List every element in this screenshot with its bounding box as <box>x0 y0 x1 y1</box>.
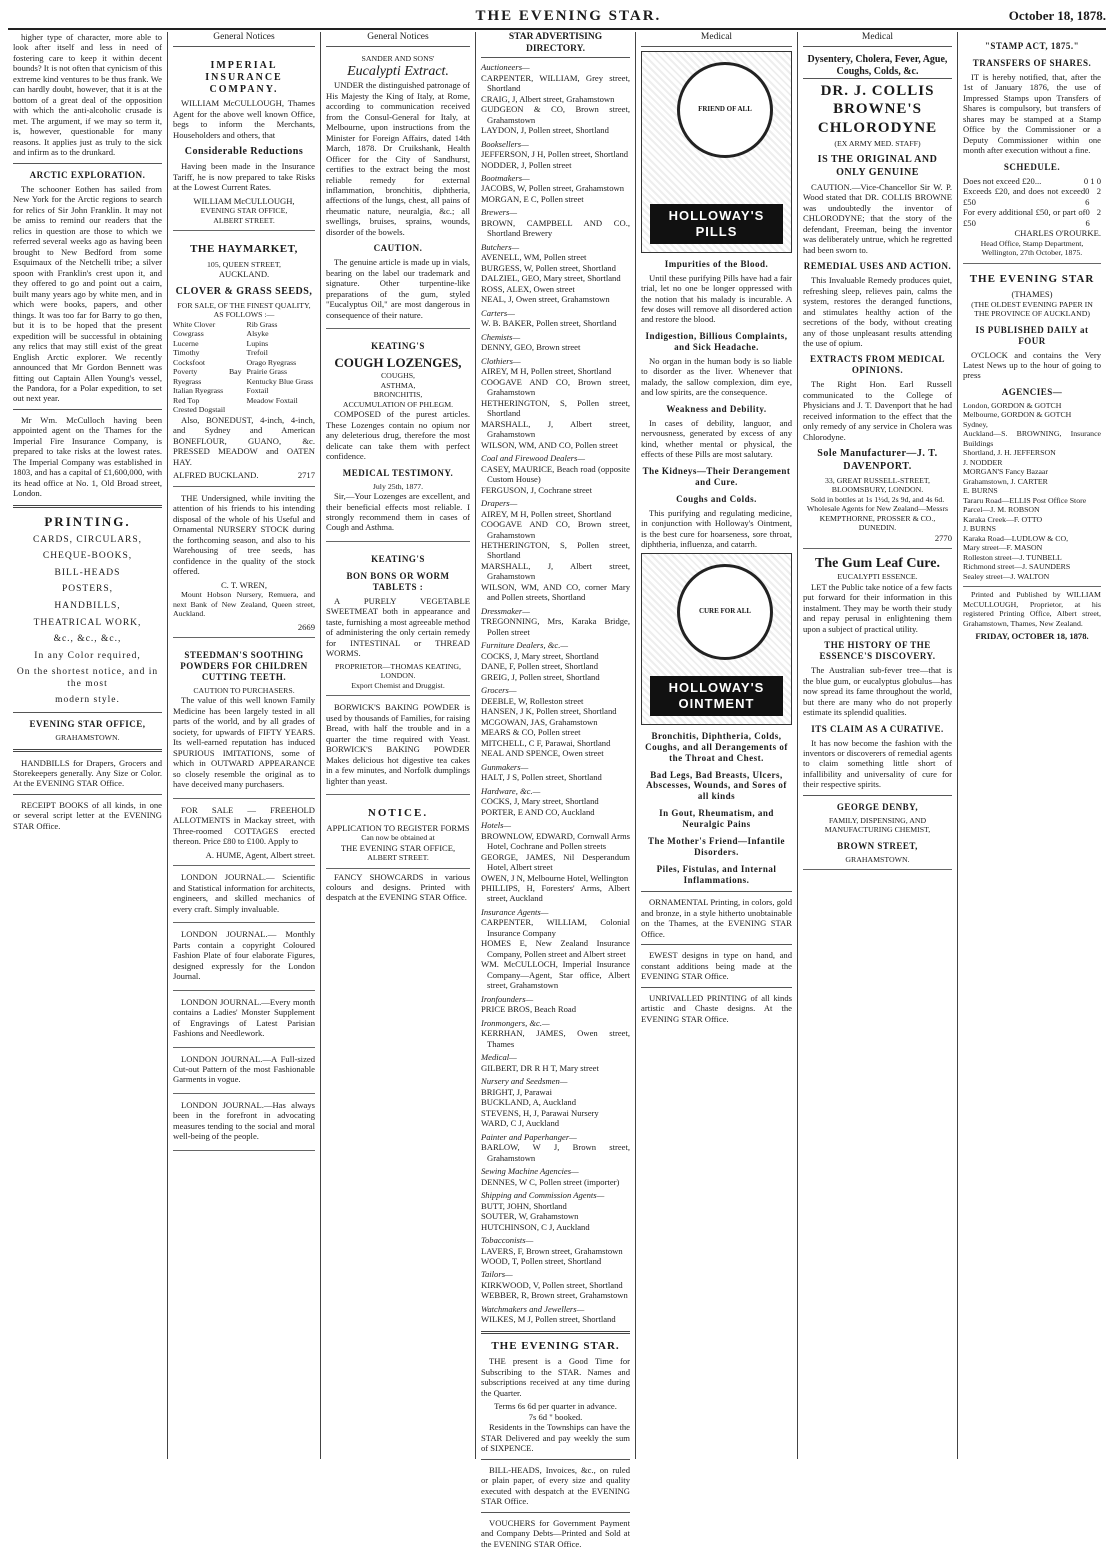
section-heading: STAR ADVERTISING DIRECTORY. <box>481 32 630 58</box>
directory-entry: BARLOW, W J, Brown street, Grahamstown <box>481 1142 630 1163</box>
directory-entry: WM. McCULLOCH, Imperial Insurance Company—Agent, Star office, Albert street, Grahamstown <box>481 959 630 991</box>
directory-entry: MORGAN, E C, Pollen street <box>481 193 584 204</box>
agency-item: Auckland—S. BROWNING, Insurance Buildings <box>963 429 1101 448</box>
directory-entry: CARPENTER, WILLIAM, Grey street, Shortland <box>481 72 630 94</box>
directory-category: Butchers— <box>481 241 520 252</box>
printing-services: CARDS, CIRCULARS, CHEQUE-BOOKS, BILL-HEADS POSTERS, HANDBILLS, THEATRICAL WORK, &c., &c., &c., In any Color required, On the shortest notice, and in the most modern style. <box>16 534 159 706</box>
directory-entry: COCKS, J, Mary street, Shortland <box>481 796 599 807</box>
chlorodyne-ad: Dysentery, Cholera, Fever, Ague, Coughs, Colds, &c. DR. J. COLLIS BROWNE'S CHLORODYNE (EX ARMY MED. STAFF) IS THE ORIGINAL AND ONLY GENUINE CAUTION.—Vice-Chancellor Sir W. P. Wood stated that DR. COLLIS BROWNE was undoubtedly the inventor of CHLORODYNE; that the story of the defendant, Freeman, being the inventor was deliberately untrue, which he regretted had been sworn to. REMEDIAL USES AND ACTION. This Invaluable Remedy produces quiet, refreshing sleep, relieves pain, calms the system, restores the deranged functions, and stimulates healthy action of the secretions of the body, without creating any of those unpleasant results attending the use of opium. EXTRACTS FROM MEDICAL OPINIONS. The Right Hon. Earl Russell communicated to the College of Physicians and J. T. Davenport that he had received information to the effect that the only remedy of any service in Cholera was Chlorodyne. Sole Manufacturer—J. T. DAVENPORT. 33, GREAT RUSSELL-STREET, BLOOMSBURY, LONDON. Sold in bottles at 1s 1½d, 2s 9d, and 4s 6d. Wholesale Agents for New Zealand—Messrs KEMPTHORNE, PROSSER & CO., DUNEDIN. 2770 <box>803 51 952 550</box>
advertising-directory <box>481 62 630 1325</box>
directory-category: Brewers— <box>481 207 517 218</box>
column-2 <box>168 32 321 1459</box>
arctic-heading: ARCTIC EXPLORATION. <box>29 169 146 180</box>
directory-entry: GREIG, J, Pollen street, Shortland <box>481 671 600 682</box>
directory-entry: MITCHELL, C F, Parawai, Shortland <box>481 737 611 748</box>
printing-heading: PRINTING. <box>44 513 131 529</box>
directory-category: Hardware, &c.— <box>481 785 541 796</box>
directory-entry: LAVERS, F, Brown street, Grahamstown <box>481 1245 623 1256</box>
showcards-ad: FANCY SHOWCARDS in various colours and designs. Printed with despatch at the EVENING STAR Office. <box>326 871 470 903</box>
page-columns <box>8 32 1106 1549</box>
borwick-ad: BORWICK'S BAKING POWDER is used by thousands of Families, for raising Bread, with half the trouble and in a quarter the time required with Yeast. BORWICK'S BAKING POWDER Makes delicious hot digestive tea cakes in a few minutes, and Norfolk dumplings lighter than yeast. <box>326 699 470 795</box>
section-heading: Medical <box>641 32 792 47</box>
directory-category: Insurance Agents— <box>481 906 549 917</box>
agency-item: Grahamstown, J. CARTER <box>963 476 1048 486</box>
directory-entry: TREGONNING, Mrs, Karaka Bridge, Pollen street <box>481 616 630 637</box>
agency-item: Mary street—F. MASON <box>963 543 1043 553</box>
directory-entry: BUCKLAND, A, Auckland <box>481 1097 577 1108</box>
directory-category: Coal and Firewood Dealers— <box>481 453 585 464</box>
directory-entry: BROWNLOW, EDWARD, Cornwall Arms Hotel, Cochrane and Pollen streets <box>481 830 630 852</box>
agency-item: J. NODDER <box>963 457 1003 467</box>
directory-category: Watchmakers and Jewellers— <box>481 1303 585 1314</box>
star-subscription-heading: THE EVENING STAR. <box>491 1339 620 1352</box>
directory-category: Ironmongers, &c.— <box>481 1017 550 1028</box>
directory-entry: LAYDON, J, Pollen street, Shortland <box>481 125 609 136</box>
directory-entry: GEORGE, JAMES, Nil Desperandum Hotel, Albert street <box>481 851 630 873</box>
insurance-note: Mr Wm. McCulloch having been appointed agent on the Thames for the Imperial Fire Insurance Company, is prepared to take risks at the lowest rates. The Imperial Company was established in 1803, and has a capital of £1,600,000, with its head office at No. 1, Old Broad street, London. <box>13 414 162 499</box>
section-heading: General Notices <box>173 32 315 47</box>
directory-entry: PHILLIPS, H, Foresters' Arms, Albert street, Auckland <box>481 883 630 904</box>
office-town: GRAHAMSTOWN. <box>55 733 120 743</box>
directory-category: Chemists— <box>481 331 521 342</box>
handbills-ad: HANDBILLS for Drapers, Grocers and Storekeepers generally. Any Size or Color. At the EVENING STAR Office. <box>13 757 162 789</box>
column-7 <box>958 32 1106 1459</box>
agency-item: Karaka Creek—F. OTTO <box>963 514 1043 524</box>
billheads-ad: BILL-HEADS, Invoices, &c., on ruled or plain paper, of every size and quality executed with despatch at the EVENING STAR Office. <box>481 1464 630 1507</box>
directory-entry: CRAIG, J, Albert street, Grahamstown <box>481 93 615 104</box>
directory-entry: PRICE BROS, Beach Road <box>481 1004 577 1015</box>
agency-item: Sydney, <box>963 419 988 429</box>
ornamental-printing-ad: ORNAMENTAL Printing, in colors, gold and bronze, in a style hitherto unobtainable on the Thames, at the EVENING STAR Office. <box>641 897 792 939</box>
directory-entry: NEAL, J, Owen street, Grahamstown <box>481 294 610 305</box>
directory-entry: MARSHALL, J, Albert street, Grahamstown <box>481 560 630 582</box>
directory-entry: WILKES, M J, Pollen street, Shortland <box>481 1314 616 1325</box>
receipt-books-ad: RECEIPT BOOKS of all kinds, in one or several script letter at the EVENING STAR Office. <box>13 799 162 831</box>
directory-category: Clothiers— <box>481 355 521 366</box>
keating-worm-ad: KEATING'S BON BONS OR WORM TABLETS : A PURELY VEGETABLE SWEETMEAT both in appearance and taste, furnishing a most agreeable method of administering the only certain remedy for INTESTINAL or THREAD WORMS. PROPRIETOR—THOMAS KEATING, LONDON. Export Chemist and Druggist. <box>326 545 470 696</box>
directory-entry: WOOD, T, Pollen street, Shortland <box>481 1255 602 1266</box>
directory-entry: W. B. BAKER, Pollen street, Shortland <box>481 318 617 329</box>
directory-entry: HETHERINGTON, S, Pollen street, Shortland <box>481 539 630 561</box>
office-name: EVENING STAR OFFICE, <box>29 719 146 730</box>
keating-cough-ad: KEATING'S COUGH LOZENGES, COUGHS, ASTHMA, BRONCHITIS, ACCUMULATION OF PHLEGM. COMPOSED of the purest articles. These Lozenges contain no opium nor any deleterious drug, therefore the most delicate can take them with perfect confidence. MEDICAL TESTIMONY. July 25th, 1877. Sir,—Your Lozenges are excellent, and their beneficial effects most reliable. I strongly recommend them in cases of Cough and Asthma. <box>326 332 470 542</box>
column-6 <box>798 32 958 1459</box>
unrivalled-printing-ad: UNRIVALLED PRINTING of all kinds artistic and Chaste designs. At the EVENING STAR Office. <box>641 992 792 1024</box>
newspaper-title: THE EVENING STAR. <box>475 7 662 24</box>
directory-category: Nursery and Seedsmen— <box>481 1076 568 1087</box>
directory-category: Grocers— <box>481 685 517 696</box>
imperial-insurance-ad: IMPERIAL INSURANCE COMPANY. WILLIAM McCULLOUGH, Thames Agent for the above well known Office, begs to inform the Merchants, Householders and others, that Considerable Reductions Having been made in the Insurance Tariff, he is now prepared to take Risks at the Lowest Current Rates. WILLIAM McCULLOUGH, EVENING STAR OFFICE, ALBERT STREET. <box>173 51 315 232</box>
agency-item: Karaka Road—LUDLOW & CO, <box>963 533 1069 543</box>
directory-entry: HANSEN, J K, Pollen street, Shortland <box>481 706 617 717</box>
agency-item: Rolleston street—J. TUNBELL <box>963 552 1062 562</box>
directory-entry: KIRKWOOD, V, Pollen street, Shortland <box>481 1279 623 1290</box>
column-3 <box>321 32 476 1459</box>
london-journal-ad-3: LONDON JOURNAL.—Every month contains a Ladies' Monster Supplement of Engravings of Latest Parisian Fashions and Needlework. <box>173 994 315 1048</box>
directory-entry: JACOBS, W, Pollen street, Grahamstown <box>481 183 624 194</box>
london-journal-ad-1: LONDON JOURNAL.— Scientific and Statistical information for architects, engineers, and skilled mechanics of every craft. Simply invaluable. <box>173 869 315 923</box>
directory-entry: ROSS, ALEX, Owen street <box>481 283 575 294</box>
london-journal-ad-5: LONDON JOURNAL.—Has always been in the forefront in advocating measures tending to the social and moral well-being of the people. <box>173 1097 315 1151</box>
directory-category: Gunmakers— <box>481 761 529 772</box>
directory-entry: HOMES E, New Zealand Insurance Company, Pollen street and Albert street <box>481 938 630 959</box>
directory-entry: OWEN, J N, Melbourne Hotel, Wellington <box>481 872 629 883</box>
directory-category: Tailors— <box>481 1269 513 1280</box>
land-sale-ad: FOR SALE — FREEHOLD ALLOTMENTS in Mackay street, with Three-roomed COTTAGES erected thereon. Price £80 to £100. Apply to A. HUME, Agent, Albert street. <box>173 802 315 866</box>
directory-entry: BRIGHT, J, Parawai <box>481 1086 552 1097</box>
agency-item: MORGAN'S Fancy Bazaar <box>963 467 1048 477</box>
directory-category: Ironfounders— <box>481 993 534 1004</box>
directory-entry: MEARS & CO, Pollen street <box>481 727 581 738</box>
directory-entry: AIREY, M H, Pollen street, Shortland <box>481 366 612 377</box>
directory-category: Bootmakers— <box>481 173 530 183</box>
masthead <box>8 4 1106 30</box>
directory-entry: BURGESS, W, Pollen street, Shortland <box>481 262 616 273</box>
directory-entry: WILSON, WM, AND CO, corner Mary and Pollen streets, Shortland <box>481 581 630 603</box>
seed-list: White Clover Cowgrass Lucerne Timothy Cocksfoot Poverty Bay Ryegrass Italian Ryegrass Red Top Crested Dogstail Rib Grass Alsyke Lupins Trefoil Orago Ryegrass Prairie Grass Kentucky Blue Grass Foxtail Meadow Foxtail <box>173 319 314 415</box>
arctic-text: The schooner Eothen has sailed from New York for the Arctic regions to search for relics of Sir John Franklin. It may not be amiss to remind our readers that the relics in question are those to which we referred several weeks ago as having been brought to New Bedford from some Esquimaux of the Netchelli tribe; a silver spoon with Franklin's crest upon it, and they offered to go and point out a cairn, built many years ago by white men, and in which were books, papers, and other things. It was too far for Barry to go then, but it is to be hoped that the present expedition will be successful in obtaining any relics that may still exist of the great English Arctic explorer. We recently announced that Mr Gordon Bennett was fitting out Captain Allen Young's vessel, the Pandora, for a Polar expedition, to set out next year. <box>13 183 162 404</box>
directory-entry: AIREY, M H, Pollen street, Shortland <box>481 508 612 519</box>
directory-entry: BROWN, CAMPBELL AND CO., Shortland Brewery <box>481 217 630 239</box>
directory-category: Hotels— <box>481 820 512 831</box>
directory-entry: GUDGEON & CO, Brown street, Grahamstown <box>481 104 630 125</box>
column-5: Medical FRIEND OF ALL HOLLOWAY'S PILLS Impurities of the Blood. Until these purifying Pills have had a fair trial, let no one be longer oppressed with the notion that his malady is incurable. A few doses will remove all disordered action and restore the blood. Indigestion, Billious Complaints, and Sick Headache. No organ in the human body is so liable to disorder as the liver. Whenever that malady, the sallow complexion, dim eye, and low spirits, are the consequence. Weakness and Debility. In cases of debility, languor, and nervousness, generated by excess of any kind, whether mental or physical, the effects of these Pills are most salutary. The Kidneys—Their Derangement and Cure. Coughs and Colds. This purifying and regulating medicine, in conjunction with Holloway's Ointment, is the best cure for hoarseness, sore throat, diphtheria, influenza, and catarrh. CURE FOR ALL HOLLOWAY'S OINTMENT Bronchitis, Diphtheria, Colds, Coughs, and all Derangements of the Throat and Chest. Bad Legs, Bad Breasts, Ulcers, Abscesses, Wounds, and Sores of all kinds In Gout, Rheumatism, and Neuralgic Pains The Mother's Friend—Infantile Disorders. Piles, Fistulas, and Internal Inflammations. ORNAMENTAL Printing, in colors, gold and bronze, in a style hitherto unobtainable on the Thames, at the EVENING STAR Office. EWEST designs in type on hand, and constant additions being made at the EVENING STAR Office. UNRIVALLED PRINTING of all kinds artistic and Chaste designs. At the EVENING STAR Office. <box>636 32 798 1459</box>
nursery-ad: THE Undersigned, while inviting the attention of his friends to his intending disposal of the whole of his Useful and Ornamental NURSERY STOCK during the forthcoming season, and also to his Warehousing of tree seeds, has confidence in the quality of the stock offered. C. T. WREN, Mount Hobson Nursery, Remuera, and next Bank of New Zealand, Queen street, Auckland. 2669 <box>173 490 315 638</box>
schedule-row: For every additional £50, or part of £50 0 2 6 <box>963 207 1101 228</box>
directory-entry: DEEBLE, W, Rolleston street <box>481 695 584 706</box>
directory-entry: DENNES, W C, Pollen street (importer) <box>481 1176 620 1187</box>
directory-category: Drapers— <box>481 498 518 509</box>
directory-category: Auctioneers— <box>481 62 530 73</box>
directory-category: Sewing Machine Agencies— <box>481 1166 579 1177</box>
directory-entry: WEBBER, R, Brown street, Grahamstown <box>481 1290 628 1301</box>
directory-entry: MARSHALL, J, Albert street, Grahamstown <box>481 418 630 440</box>
gum-leaf-cure-ad: The Gum Leaf Cure. EUCALYPTI ESSENCE. LET the Public take notice of a few facts put forward for their information in this instalment. They may be worth their study and repay perusal in enlightening them upon a subject of practical utility. THE HISTORY OF THE ESSENCE'S DISCOVERY. The Australian sub-fever tree—that is the blue gum, or eucalyptus globulus—has now spread its fame throughout the world, but there are many who do not properly estimate its splendid qualities. ITS CLAIM AS A CURATIVE. It has now become the fashion with the inventors or discoverers of remedial agents to claim something little short of infallibility and universality of cure for their respective spirits. GEORGE DENBY, FAMILY, DISPENSING, AND MANUFACTURING CHEMIST, BROWN STREET, GRAHAMSTOWN. <box>803 552 952 870</box>
vouchers-ad: VOUCHERS for Government Payment and Company Debts—Printed and Sold at the EVENING STAR Office. <box>481 1517 630 1549</box>
agency-list <box>963 401 1101 582</box>
directory-entry: COOGAVE AND CO, Brown street, Grahamstown <box>481 519 630 540</box>
agency-item: London, GORDON & GOTCH <box>963 400 1062 410</box>
london-journal-ad-4: LONDON JOURNAL.—A Full-sized Cut-out Pattern of the most Fashionable Garments in vogue. <box>173 1051 315 1094</box>
directory-entry: CARPENTER, WILLIAM, Colonial Insurance Company <box>481 917 630 938</box>
editorial-text: higher type of character, more able to look after itself and less in need of fostering care to keep it within decent bounds? It is not often that cynicism of this extreme kind ventures to be thus frank. We can hardly doubt, however, that it is at the bottom of a great deal of the opposition with which the anti-alcoholic crusade is met. The argument, if we may so term it, is, however, questionable for many reasons. It applies just as truly to the sick and infirm as to the drunkard. <box>13 32 162 158</box>
agency-item: Shortland, J. H. JEFFERSON <box>963 448 1056 458</box>
agency-item: E. BURNS <box>963 486 998 496</box>
directory-entry: MCGOWAN, JAS, Grahamstown <box>481 716 598 727</box>
directory-category: Furniture Dealers, &c.— <box>481 640 569 651</box>
schedule-row: Does not exceed £20... 0 1 0 <box>963 175 1101 186</box>
agency-item: Richmond street—J. SAUNDERS <box>963 562 1071 572</box>
directory-entry: SOUTER, W, Grahamstown <box>481 1211 579 1222</box>
seal-icon: FRIEND OF ALL <box>677 62 773 158</box>
directory-entry: NEAL AND SPENCE, Owen street <box>481 748 604 759</box>
directory-entry: STEVENS, H, J, Parawai Nursery <box>481 1107 599 1118</box>
column-1 <box>8 32 168 1459</box>
directory-entry: WILSON, WM, AND CO, Pollen street <box>481 439 618 450</box>
directory-entry: FERGUSON, J, Cochrane street <box>481 484 592 495</box>
type-designs-ad: EWEST designs in type on hand, and constant additions being made at the EVENING STAR Office. <box>641 950 792 982</box>
haymarket-ad: THE HAYMARKET, 105, QUEEN STREET, AUCKLAND. CLOVER & GRASS SEEDS, FOR SALE, OF THE FINEST QUALITY, AS FOLLOWS :— White Clover Cowgrass Lucerne Timothy Cocksfoot Poverty Bay Ryegrass Italian Ryegrass Red Top Crested Dogstail Rib Grass Alsyke Lupins Trefoil Orago Ryegrass Prairie Grass Kentucky Blue Grass Foxtail Meadow Foxtail Also, BONEDUST, 4-inch, 4-inch, and Sydney and American BONEFLOUR, GUANO, &c. PRESSED MEADOW and OATEN HAY. ALFRED BUCKLAND. 2717 <box>173 234 315 486</box>
directory-category: Booksellers— <box>481 138 529 149</box>
directory-category: Dressmaker— <box>481 605 530 616</box>
directory-entry: AVENELL, WM, Pollen street <box>481 252 587 263</box>
directory-entry: DENNY, GEO, Brown street <box>481 342 581 353</box>
stamp-act-notice: "STAMP ACT, 1875." TRANSFERS OF SHARES. IT is hereby notified, that, after the 1st of January 1876, the use of Impressed Stamps upon Transfers of Shares is compulsory, but transfers of shares may be stamped at a Stamp Office by the Commissioner or a Deputy Commissioner within one month after execution without a fine. SCHEDULE. Does not exceed £20... 0 1 0 Exceeds £20, and does not exceed £50 0 2 6 For every additional £50, or part of £50 0 2 6 CHARLES O'ROURKE. Head Office, Stamp Department, Wellington, 27th October, 1875. <box>963 32 1101 264</box>
soothing-powders-ad: STEEDMAN'S SOOTHING POWDERS FOR CHILDREN CUTTING TEETH. CAUTION TO PURCHASERS. The value of this well known Family Medicine has been largely tested in all parts of the world, and by all grades of society, for upwards of FIFTY YEARS. Its well-earned reputation has induced SPURIOUS IMITATIONS, some of which in OUTWARD APPEARANCE so closely resemble the original as to have deceived many purchasers. <box>173 641 315 799</box>
section-heading: General Notices <box>326 32 470 47</box>
agency-item: Tararu Road—ELLIS Post Office Store <box>963 495 1087 505</box>
directory-entry: KERRHAN, JAMES, Owen street, Thames <box>481 1028 630 1049</box>
eucalypti-ad: SANDER AND SONS' Eucalypti Extract. UNDER the distinguished patronage of His Majesty the King of Italy, at Rome, according to communication received from the Consul-General for Italy, at Melbourne, upon instructions from the Minister for Foreign Affairs, dated 14th March, 1878. Dr Cruikshank, Health Officer for the City of Sandhurst, certifies to the extract being the most reliable remedy for external inflammation, bronchitis, diphtheria, affections of the lungs, chest, all pains of rheumatic nature, neuralgia, &c.; all swellings, bruises, sprains, wounds, disorder of the bowels. CAUTION. The genuine article is made up in vials, bearing on the label our trademark and signature. Other turpentine-like preparations of the gum, styled "Eucalyptus Oil," are most dangerous in consequence of their nature. <box>326 51 470 330</box>
column-4: STAR ADVERTISING DIRECTORY. Auctioneers— CARPENTER, WILLIAM, Grey street, Shortland CRAIG, J, Albert street, Grahamstown GUDGEON & CO, Brown street, Grahamstown LAYDON, J, Pollen street, Shortland Booksellers— JEFFERSON, J H, Pollen street, Shortland NODDER, J, Pollen street Bootmakers— JACOBS, W, Pollen street, Grahamstown MORGAN, E C, Pollen street Brewers— BROWN, CAMPBELL AND CO., Shortland Brewery Butchers— AVENELL, WM, Pollen street BURGESS, W, Pollen street, Shortland DALZIEL, GEO, Mary street, Shortland ROSS, ALEX, Owen street NEAL, J, Owen street, Grahamstown Carters— W. B. BAKER, Pollen street, Shortland Chemists— DENNY, GEO, Brown street Clothiers— AIREY, M H, Pollen street, Shortland COOGAVE AND CO, Brown street, Grahamstown HETHERINGTON, S, Pollen street, Shortland MARSHALL, J, Albert street, Grahamstown WILSON, WM, AND CO, Pollen street Coal and Firewood Dealers— CASEY, MAURICE, Beach road (opposite Custom House) FERGUSON, J, Cochrane street Drapers— AIREY, M H, Pollen street, Shortland COOGAVE AND CO, Brown street, Grahamstown HETHERINGTON, S, Pollen street, Shortland MARSHALL, J, Albert street, Grahamstown WILSON, WM, AND CO, corner Mary and Pollen streets, Shortland Dressmaker— TREGONNING, Mrs, Karaka Bridge, Pollen street Furniture Dealers, &c.— COCKS, J, Mary street, Shortland DANE, F, Pollen street, Shortland GREIG, J, Pollen street, Shortland Grocers— DEEBLE, W, Rolleston street HANSEN, J K, Pollen street, Shortland MCGOWAN, JAS, Grahamstown MEARS & CO, Pollen street MITCHELL, C F, Parawai, Shortland NEAL AND SPENCE, Owen street Gunmakers— HALT, J S, Pollen street, Shortland Hardware, &c.— COCKS, J, Mary street, Shortland PORTER, E AND CO, Auckland Hotels— BROWNLOW, EDWARD, Cornwall Arms Hotel, Cochrane and Pollen streets GEORGE, JAMES, Nil Desperandum Hotel, Albert street OWEN, J N, Melbourne Hotel, Wellington PHILLIPS, H, Foresters' Arms, Albert street, Auckland Insurance Agents— CARPENTER, WILLIAM, Colonial Insurance Company HOMES E, New Zealand Insurance Company, Pollen street and Albert street WM. McCULLOCH, Imperial Insurance Company—Agent, Star office, Albert street, Grahamstown Ironfounders— PRICE BROS, Beach Road Ironmongers, &c.— KERRHAN, JAMES, Owen street, Thames Medical— GILBERT, DR R H T, Mary street Nursery and Seedsmen— BRIGHT, J, Parawai BUCKLAND, A, Auckland STEVENS, H, J, Parawai Nursery WARD, C J, Auckland Painter and Paperhanger— BARLOW, W J, Brown street, Grahamstown Sewing Machine Agencies— DENNES, W C, Pollen street (importer) Shipping and Commission Agents— BUTT, JOHN, Shortland SOUTER, W, Grahamstown HUTCHINSON, C J, Auckland Tobacconists— LAVERS, F, Brown street, Grahamstown WOOD, T, Pollen street, Shortland Tailors— KIRKWOOD, V, Pollen street, Shortland WEBBER, R, Brown street, Grahamstown Watchmakers and Jewellers— WILKES, M J, Pollen street, Shortland THE EVENING STAR. THE present is a Good Time for Subscribing to the STAR. Names and subscriptions received at any time during the Quarter. Terms 6s 6d per quarter in advance. 7s 6d " booked. Residents in the Townships can have the STAR Delivered and pay weekly the sum of SIXPENCE. BILL-HEADS, Invoices, &c., on ruled or plain paper, of every size and quality executed with despatch at the EVENING STAR Office. VOUCHERS for Government Payment and Company Debts—Printed and Sold at the EVENING STAR Office. <box>476 32 636 1459</box>
directory-category: Shipping and Commission Agents— <box>481 1190 605 1201</box>
holloway-pills-illustration: FRIEND OF ALL HOLLOWAY'S PILLS <box>641 51 792 253</box>
directory-entry: HETHERINGTON, S, Pollen street, Shortland <box>481 397 630 419</box>
directory-entry: BUTT, JOHN, Shortland <box>481 1200 567 1211</box>
directory-entry: COOGAVE AND CO, Brown street, Grahamstown <box>481 376 630 398</box>
london-journal-ad-2: LONDON JOURNAL.— Monthly Parts contain a copyright Coloured Fashion Plate of four elaborate Figures, designed expressly for the London Journal. <box>173 926 315 990</box>
directory-entry: NODDER, J, Pollen street <box>481 159 572 170</box>
holloway-ointment-illustration: CURE FOR ALL HOLLOWAY'S OINTMENT <box>641 553 792 725</box>
evening-star-ad: THE EVENING STAR (THAMES) (THE OLDEST EVENING PAPER IN THE PROVINCE OF AUCKLAND) IS PUBLISHED DAILY at FOUR O'CLOCK and contains the Very Latest News up to the hour of going to press AGENCIES— London, GORDON & GOTCH Melbourne, GORDON & GOTCH Sydney, Auckland—S. BROWNING, Insurance Buildings Shortland, J. H. JEFFERSON J. NODDER MORGAN'S Fancy Bazaar Grahamstown, J. CARTER E. BURNS Tararu Road—ELLIS Post Office Store Parcel—J. M. ROBSON Karaka Creek—F. OTTO J. BURNS Karaka Road—LUDLOW & CO, Mary street—F. MASON Rolleston street—J. TUNBELL Richmond street—J. SAUNDERS Sealey street—J. WALTON <box>963 267 1101 588</box>
directory-entry: JEFFERSON, J H, Pollen street, Shortland <box>481 149 629 160</box>
section-heading: Medical <box>803 32 952 47</box>
agency-item: Sealey street—J. WALTON <box>963 571 1050 581</box>
directory-entry: CASEY, MAURICE, Beach road (opposite Custom House) <box>481 463 630 485</box>
directory-entry: DALZIEL, GEO, Mary street, Shortland <box>481 273 621 284</box>
directory-category: Painter and Paperhanger— <box>481 1131 577 1142</box>
issue-date: October 18, 1878. <box>1008 8 1106 23</box>
directory-entry: HUTCHINSON, C J, Auckland <box>481 1221 590 1232</box>
schedule-table <box>963 176 1101 228</box>
agency-item: Parcel—J. M. ROBSON <box>963 505 1040 515</box>
directory-entry: COCKS, J, Mary street, Shortland <box>481 650 599 661</box>
directory-category: Carters— <box>481 307 515 318</box>
directory-entry: PORTER, E AND CO, Auckland <box>481 806 595 817</box>
schedule-row: Exceeds £20, and does not exceed £50 0 2 6 <box>963 186 1101 207</box>
directory-entry: GILBERT, DR R H T, Mary street <box>481 1062 599 1073</box>
imprint-date: FRIDAY, OCTOBER 18, 1878. <box>975 631 1089 642</box>
directory-category: Tobacconists— <box>481 1235 534 1246</box>
directory-entry: DANE, F, Pollen street, Shortland <box>481 661 598 672</box>
directory-entry: WARD, C J, Auckland <box>481 1118 560 1129</box>
directory-category: Medical— <box>481 1052 517 1063</box>
figure-icon: CURE FOR ALL <box>677 564 773 660</box>
agency-item: J. BURNS <box>963 524 996 534</box>
imprint: Printed and Published by WILLIAM McCULLOUGH, Proprietor, at his registered Printing Office, Albert street, Grahamstown, Thames, New Zealand. <box>963 590 1101 628</box>
agency-item: Melbourne, GORDON & GOTCH <box>963 410 1072 420</box>
directory-entry: HALT, J S, Pollen street, Shortland <box>481 772 602 783</box>
register-forms-notice: NOTICE. APPLICATION TO REGISTER FORMS Can now be obtained at THE EVENING STAR OFFICE, ALBERT STREET. <box>326 798 470 868</box>
